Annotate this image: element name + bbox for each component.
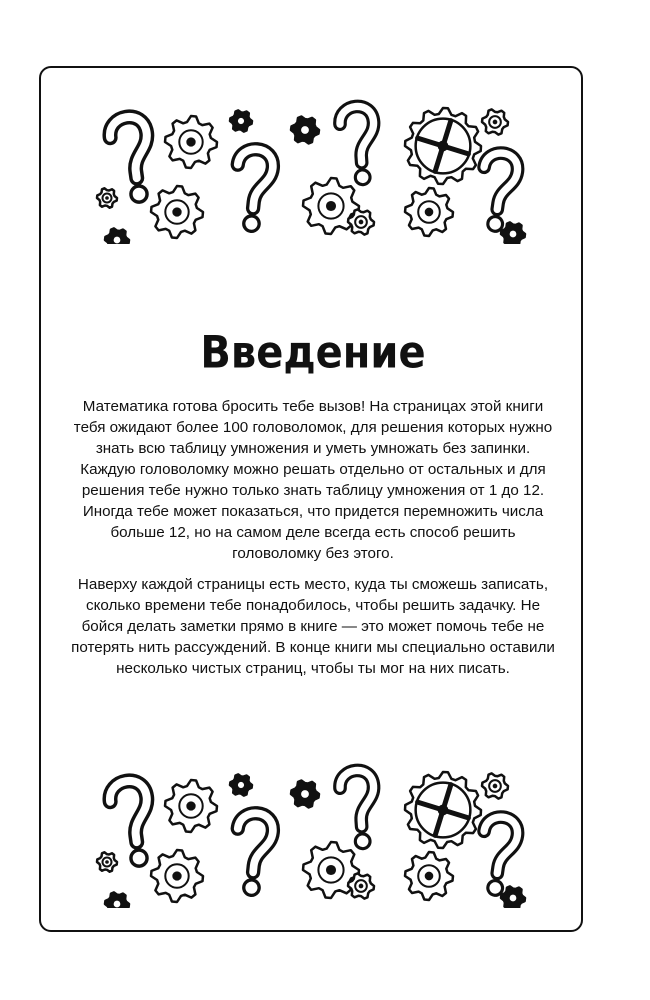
question-mark-icon <box>339 105 378 186</box>
gear-icon <box>230 774 252 795</box>
question-mark-icon <box>339 769 378 850</box>
gear-icon <box>501 222 525 244</box>
gear-icon <box>97 852 117 871</box>
gear-icon <box>165 780 217 832</box>
gear-icon <box>291 781 319 808</box>
gear-icon <box>405 188 453 236</box>
question-mark-icon <box>475 815 519 897</box>
gear-icon <box>501 886 525 908</box>
gear-icon <box>291 117 319 144</box>
gear-icon <box>405 108 481 184</box>
gear-icon <box>482 109 508 134</box>
question-mark-icon <box>475 151 519 233</box>
gear-icon <box>230 110 252 131</box>
question-mark-icon <box>231 811 275 896</box>
page-frame <box>39 66 583 932</box>
gear-icon <box>405 852 453 900</box>
top-doodle-border <box>41 94 585 244</box>
bottom-doodle-border <box>41 758 585 908</box>
question-mark-icon <box>231 147 275 232</box>
intro-paragraph-2: Наверху каждой страницы есть место, куда ты сможешь записать, сколько времени тебе понадобилось, чтобы решить задачку. Не бойся делать заметки прямо в книге — это может помочь тебе не потерять нить рассуждений. В конце книги мы специально оставили несколько чистых страниц, чтобы ты мог на них писать. <box>71 576 555 677</box>
gear-icon <box>405 772 481 848</box>
page-title: Введение <box>200 327 426 379</box>
gear-icon <box>105 892 129 908</box>
gear-icon <box>105 228 129 244</box>
gear-icon <box>151 850 203 902</box>
gear-icon <box>151 186 203 238</box>
gear-icon <box>482 773 508 798</box>
gear-icon <box>165 116 217 168</box>
gear-icon <box>97 188 117 207</box>
intro-paragraph-1: Математика готова бросить тебе вызов! На страницах этой книги тебя ожидают более 100 головоломок, для решения которых нужно знать всю таблицу умножения и уметь умножать без запинки. Каждую головоломку можно решать отдельно от остальных и для решения тебе нужно только знать таблицу умножения от 1 до 12. Иногда тебе может показаться, что придется перемножить числа больше 12, но на самом деле всегда есть способ решить головоломку без этого. <box>73 398 553 562</box>
